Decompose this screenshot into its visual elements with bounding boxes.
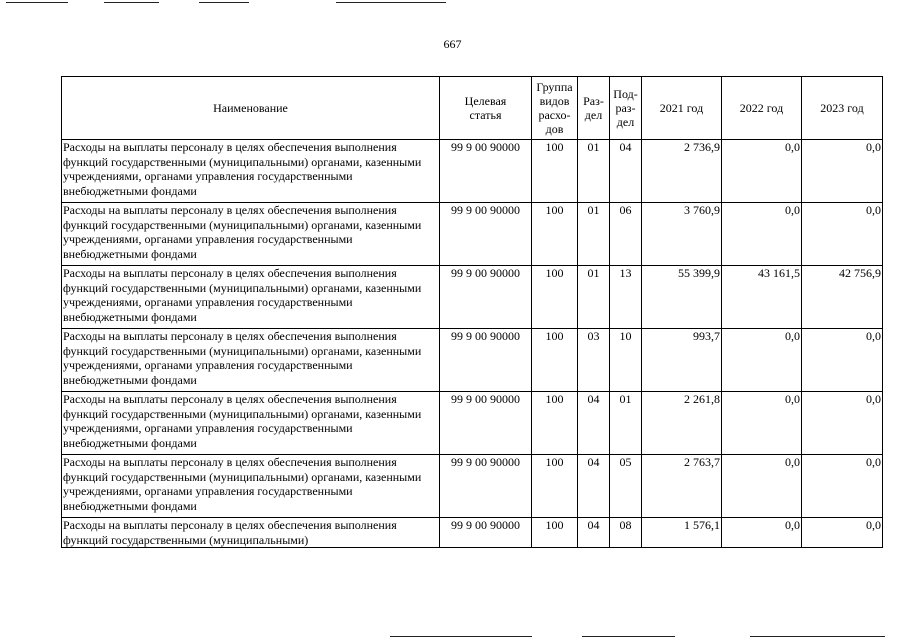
header-group-line-2: видов: [539, 94, 570, 108]
row-amount-2022: 0,0: [722, 518, 802, 548]
table-row: [62, 140, 883, 203]
row-amount-2021: 2 736,9: [642, 140, 722, 203]
row-amount-2023: 42 756,9: [802, 266, 883, 329]
row-subsection: 04: [610, 140, 642, 203]
scan-line-bottom-1: [390, 636, 532, 637]
row-subsection: 06: [610, 203, 642, 266]
header-2022: 2022 год: [722, 77, 802, 140]
row-expense-group: 100: [532, 329, 578, 392]
row-expense-group: 100: [532, 392, 578, 455]
header-subsection-line-1: Под-: [613, 87, 638, 101]
row-target-article: 99 9 00 90000: [440, 140, 532, 203]
row-amount-2021: 2 763,7: [642, 455, 722, 518]
table-row: [62, 203, 883, 266]
row-amount-2021: 1 576,1: [642, 518, 722, 548]
row-amount-2022: 0,0: [722, 140, 802, 203]
header-2023: 2023 год: [802, 77, 883, 140]
row-target-article: 99 9 00 90000: [440, 203, 532, 266]
header-target-line-1: Целевая: [464, 94, 507, 108]
row-amount-2022: 0,0: [722, 392, 802, 455]
row-amount-2023: 0,0: [802, 455, 883, 518]
header-section-line-2: дел: [584, 108, 603, 122]
scan-line-top-4: [336, 2, 446, 3]
row-amount-2021: 55 399,9: [642, 266, 722, 329]
row-target-article: 99 9 00 90000: [440, 392, 532, 455]
row-subsection: 08: [610, 518, 642, 548]
scan-line-top-1: [6, 2, 68, 3]
row-section: 01: [578, 266, 610, 329]
table-row: [62, 329, 883, 392]
row-section: 04: [578, 392, 610, 455]
row-amount-2021: 2 261,8: [642, 392, 722, 455]
table-row: [62, 518, 883, 548]
page-number: 667: [443, 37, 462, 51]
row-name: Расходы на выплаты персоналу в целях обеспечения выполнения функций государственными (муниципальными) органами, казенными учреждениями, органами управления государственными внебюджетными фондами: [63, 266, 422, 325]
row-name: Расходы на выплаты персоналу в целях обеспечения выполнения функций государственными (муниципальными) органами, казенными учреждениями, органами управления государственными внебюджетными фондами: [63, 203, 422, 262]
row-amount-2022: 0,0: [722, 203, 802, 266]
row-target-article: 99 9 00 90000: [440, 518, 532, 548]
header-subsection: [610, 77, 642, 140]
header-subsection-line-3: дел: [616, 115, 635, 129]
row-amount-2022: 0,0: [722, 455, 802, 518]
row-amount-2021: 3 760,9: [642, 203, 722, 266]
header-group-line-3: расхо-: [538, 108, 571, 122]
row-section: 01: [578, 203, 610, 266]
row-amount-2023: 0,0: [802, 392, 883, 455]
row-section: 03: [578, 329, 610, 392]
row-amount-2021: 993,7: [642, 329, 722, 392]
scan-line-bottom-2: [582, 636, 675, 637]
header-2021: 2021 год: [642, 77, 722, 140]
row-amount-2022: 0,0: [722, 329, 802, 392]
table-row: [62, 266, 883, 329]
row-subsection: 01: [610, 392, 642, 455]
table-header-row: [62, 77, 883, 140]
row-section: 04: [578, 518, 610, 548]
header-subsection-line-2: раз-: [615, 101, 636, 115]
scan-line-top-3: [199, 2, 249, 3]
row-amount-2023: 0,0: [802, 329, 883, 392]
row-target-article: 99 9 00 90000: [440, 329, 532, 392]
row-expense-group: 100: [532, 266, 578, 329]
header-section-line-1: Раз-: [583, 94, 604, 108]
table-row: [62, 455, 883, 518]
row-amount-2023: 0,0: [802, 140, 883, 203]
row-expense-group: 100: [532, 203, 578, 266]
scan-line-top-2: [104, 2, 159, 3]
row-expense-group: 100: [532, 518, 578, 548]
scan-line-bottom-3: [750, 636, 885, 637]
row-expense-group: 100: [532, 140, 578, 203]
row-name: Расходы на выплаты персоналу в целях обеспечения выполнения функций государственными (муниципальными) органами, казенными учреждениями, органами управления государственными внебюджетными фондами: [63, 140, 422, 199]
header-name: Наименование: [62, 77, 440, 140]
header-target-line-2: статья: [469, 108, 502, 122]
row-expense-group: 100: [532, 455, 578, 518]
row-name: Расходы на выплаты персоналу в целях обеспечения выполнения функций государственными (муниципальными): [63, 518, 397, 547]
header-group-line-4: дов: [545, 122, 564, 136]
row-name: Расходы на выплаты персоналу в целях обеспечения выполнения функций государственными (муниципальными) органами, казенными учреждениями, органами управления государственными внебюджетными фондами: [63, 392, 422, 451]
header-section: [578, 77, 610, 140]
row-amount-2022: 43 161,5: [722, 266, 802, 329]
row-amount-2023: 0,0: [802, 518, 883, 548]
row-name: Расходы на выплаты персоналу в целях обеспечения выполнения функций государственными (муниципальными) органами, казенными учреждениями, органами управления государственными внебюджетными фондами: [63, 329, 422, 388]
table-row: [62, 392, 883, 455]
header-group-line-1: Группа: [536, 80, 573, 94]
row-subsection: 13: [610, 266, 642, 329]
header-target-article: [440, 77, 532, 140]
row-name: Расходы на выплаты персоналу в целях обеспечения выполнения функций государственными (муниципальными) органами, казенными учреждениями, органами управления государственными внебюджетными фондами: [63, 455, 422, 514]
row-subsection: 05: [610, 455, 642, 518]
row-target-article: 99 9 00 90000: [440, 266, 532, 329]
row-subsection: 10: [610, 329, 642, 392]
row-section: 04: [578, 455, 610, 518]
row-section: 01: [578, 140, 610, 203]
row-target-article: 99 9 00 90000: [440, 455, 532, 518]
budget-table: [61, 76, 883, 548]
header-expense-group: [532, 77, 578, 140]
row-amount-2023: 0,0: [802, 203, 883, 266]
